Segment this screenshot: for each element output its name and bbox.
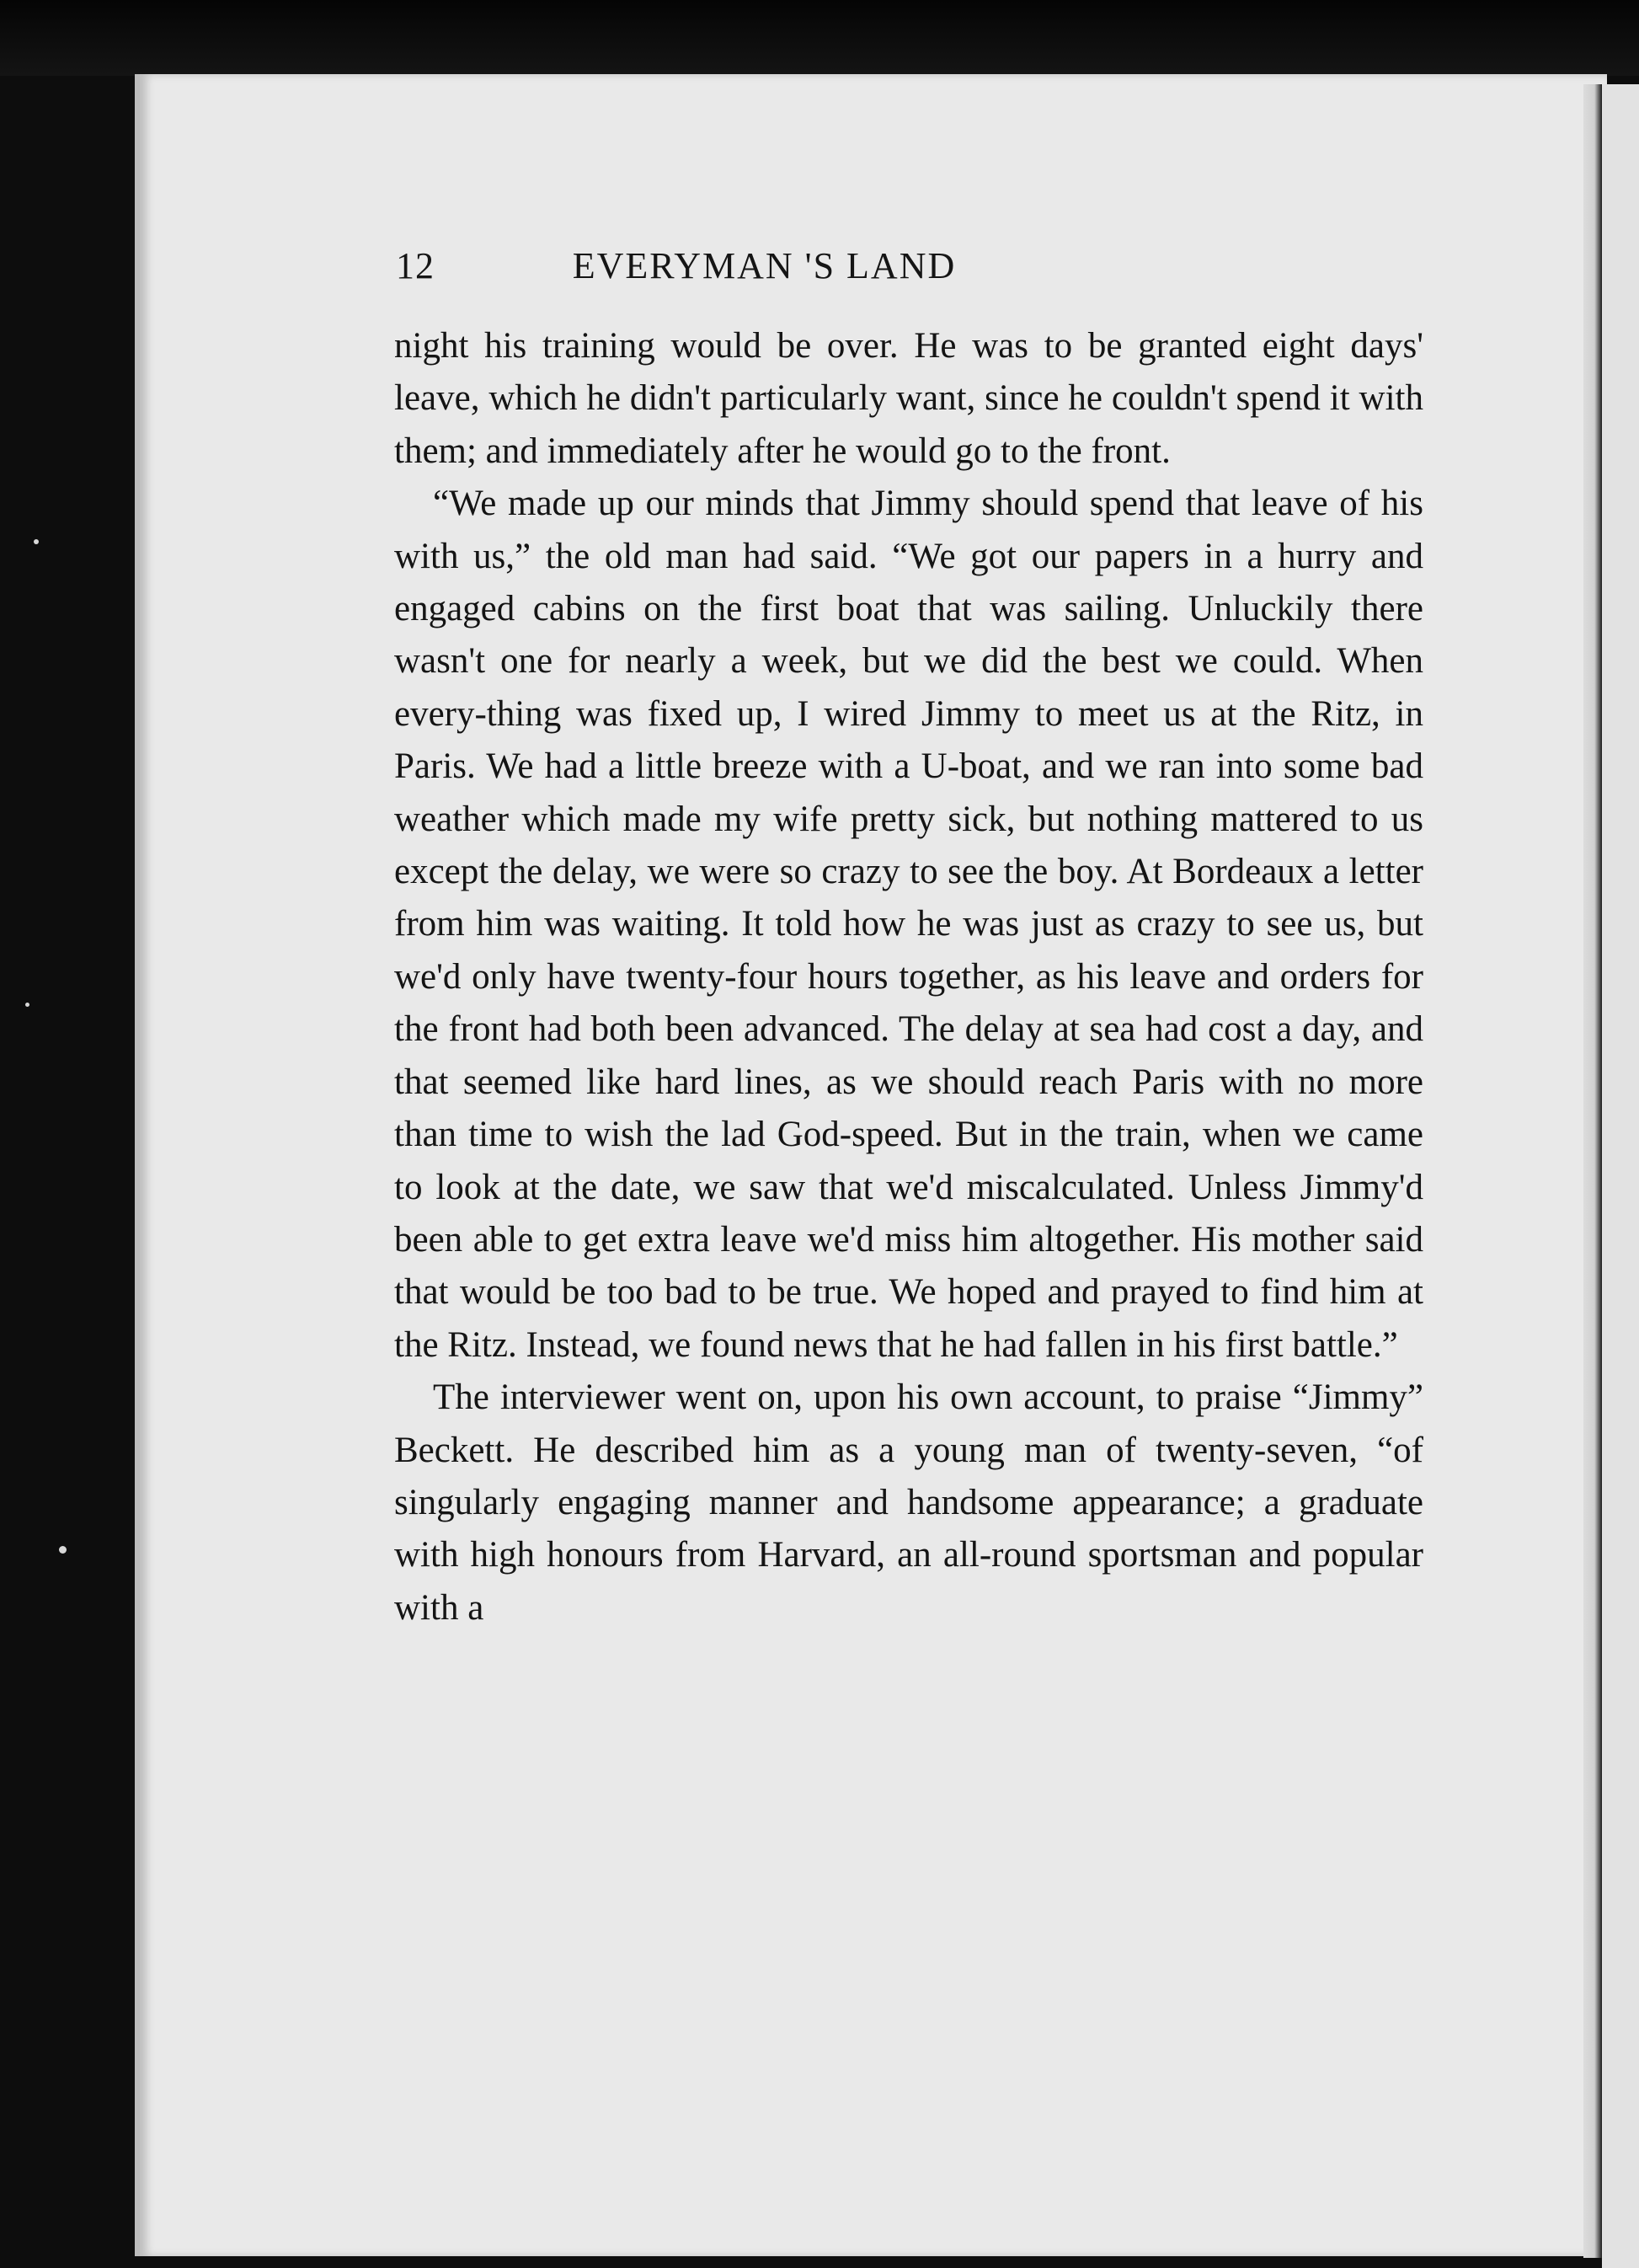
paragraph-interviewer: The interviewer went on, upon his own account, to praise “Jimmy” Beckett. He described him as a young man of twenty-seven, “of singularly engaging manner and handsome appearance; a graduate with high honours from Harvard, an all-round sportsman and popular with a (394, 1377, 1423, 1628)
page-header (396, 244, 1133, 295)
paragraph-continuation: night his training would be over. He was to be granted eight days' leave, which he didn't particularly want, since he couldn't spend it with them; and immediately after he would go to the front. (394, 326, 1423, 471)
running-head: EVERYMAN 'S LAND (572, 245, 957, 286)
page-gutter-shadow (1583, 84, 1602, 2258)
paragraph-quote: “We made up our minds that Jimmy should spend that leave of his with us,” the old man had said. “We got our papers in a hurry and engaged cabins on the first boat that was sailing. Unluckily there wasn't one for nearly a week, but we did the best we could. When every-thing was fixed up, I wired Jimmy to meet us at the Ritz, in Paris. We had a little breeze with a U-boat, and we ran into some bad weather which made my wife pretty sick, but nothing mattered to us except the delay, we were so crazy to see the boy. At Bordeaux a letter from him was waiting. It told how he was just as crazy to see us, but we'd only have twenty-four hours together, as his leave and orders for the front had both been advanced. The delay at sea had cost a day, and that seemed like hard lines, as we should reach Paris with no more than time to wish the lad God-speed. But in the train, when we came to look at the date, we saw that we'd miscalculated. Unless Jimmy'd been able to get extra leave we'd miss him altogether. His mother said that would be too bad to be true. We hoped and prayed to find him at the Ritz. Instead, we found news that he had fallen in his first battle.” (394, 484, 1423, 1365)
page-number: 12 (396, 245, 435, 286)
scan-speck (59, 1546, 67, 1554)
scan-speck (25, 1003, 29, 1007)
body-text (394, 320, 1423, 1634)
scan-speck (34, 539, 39, 544)
scan-border (0, 0, 1639, 76)
adjacent-page-edge (1602, 84, 1639, 2268)
